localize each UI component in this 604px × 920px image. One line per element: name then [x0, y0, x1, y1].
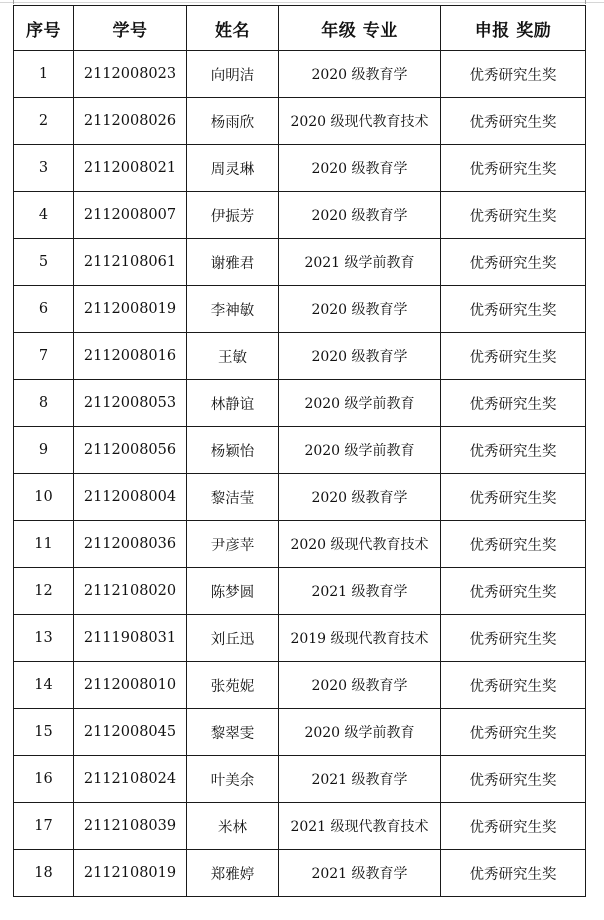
cell-serial-number: 14	[14, 662, 74, 709]
cell-student-id: 2112008016	[74, 333, 187, 380]
cell-student-id: 2111908031	[74, 615, 187, 662]
cell-award: 优秀研究生奖	[441, 521, 586, 568]
cell-name: 王敏	[187, 333, 279, 380]
cell-grade-major: 2020 级现代教育技术	[279, 98, 441, 145]
cell-serial-number: 6	[14, 286, 74, 333]
cell-award: 优秀研究生奖	[441, 709, 586, 756]
cell-name: 刘丘迅	[187, 615, 279, 662]
header-name: 姓名	[187, 6, 279, 51]
cell-grade-major: 2020 级教育学	[279, 474, 441, 521]
header-award: 申报 奖励	[441, 6, 586, 51]
cell-name: 陈梦圆	[187, 568, 279, 615]
cell-award: 优秀研究生奖	[441, 803, 586, 850]
cell-student-id: 2112108020	[74, 568, 187, 615]
cell-award: 优秀研究生奖	[441, 756, 586, 803]
cell-serial-number: 18	[14, 850, 74, 897]
cell-serial-number: 2	[14, 98, 74, 145]
table-row	[14, 568, 586, 615]
cell-name: 张苑妮	[187, 662, 279, 709]
column-marker-left	[13, 0, 14, 4]
cell-student-id: 2112008004	[74, 474, 187, 521]
cell-grade-major: 2021 级学前教育	[279, 239, 441, 286]
cell-serial-number: 10	[14, 474, 74, 521]
cell-serial-number: 17	[14, 803, 74, 850]
cell-student-id: 2112008021	[74, 145, 187, 192]
column-marker-right	[585, 0, 586, 4]
cell-name: 伊振芳	[187, 192, 279, 239]
cell-serial-number: 4	[14, 192, 74, 239]
table-row	[14, 380, 586, 427]
cell-grade-major: 2020 级教育学	[279, 145, 441, 192]
cell-student-id: 2112008019	[74, 286, 187, 333]
cell-grade-major: 2020 级学前教育	[279, 427, 441, 474]
cell-name: 黎翠雯	[187, 709, 279, 756]
cell-student-id: 2112008026	[74, 98, 187, 145]
cell-name: 尹彦苹	[187, 521, 279, 568]
cell-grade-major: 2019 级现代教育技术	[279, 615, 441, 662]
cell-award: 优秀研究生奖	[441, 380, 586, 427]
cell-grade-major: 2020 级教育学	[279, 51, 441, 98]
cell-serial-number: 12	[14, 568, 74, 615]
cell-name: 叶美余	[187, 756, 279, 803]
table-row	[14, 98, 586, 145]
header-serial-number: 序号	[14, 6, 74, 51]
table-row	[14, 333, 586, 380]
cell-award: 优秀研究生奖	[441, 51, 586, 98]
cell-name: 郑雅婷	[187, 850, 279, 897]
cell-name: 谢雅君	[187, 239, 279, 286]
table-row	[14, 51, 586, 98]
cell-award: 优秀研究生奖	[441, 192, 586, 239]
cell-serial-number: 8	[14, 380, 74, 427]
cell-name: 杨颖怡	[187, 427, 279, 474]
cell-award: 优秀研究生奖	[441, 286, 586, 333]
cell-serial-number: 3	[14, 145, 74, 192]
cell-grade-major: 2020 级学前教育	[279, 709, 441, 756]
cell-name: 李神敏	[187, 286, 279, 333]
cell-grade-major: 2020 级学前教育	[279, 380, 441, 427]
cell-grade-major: 2021 级现代教育技术	[279, 803, 441, 850]
cell-grade-major: 2020 级教育学	[279, 286, 441, 333]
table-body	[14, 51, 586, 897]
table-row	[14, 192, 586, 239]
table-row	[14, 756, 586, 803]
header-student-id: 学号	[74, 6, 187, 51]
cell-name: 杨雨欣	[187, 98, 279, 145]
table-row	[14, 427, 586, 474]
cell-name: 林静谊	[187, 380, 279, 427]
cell-award: 优秀研究生奖	[441, 333, 586, 380]
header-row	[14, 6, 586, 51]
cell-serial-number: 9	[14, 427, 74, 474]
table-row	[14, 145, 586, 192]
page-top-rule	[0, 2, 604, 3]
table-row	[14, 239, 586, 286]
cell-name: 周灵琳	[187, 145, 279, 192]
cell-award: 优秀研究生奖	[441, 662, 586, 709]
cell-award: 优秀研究生奖	[441, 474, 586, 521]
cell-student-id: 2112008010	[74, 662, 187, 709]
table-row	[14, 850, 586, 897]
cell-serial-number: 11	[14, 521, 74, 568]
cell-student-id: 2112108024	[74, 756, 187, 803]
cell-name: 向明洁	[187, 51, 279, 98]
cell-serial-number: 13	[14, 615, 74, 662]
cell-serial-number: 5	[14, 239, 74, 286]
cell-name: 黎洁莹	[187, 474, 279, 521]
cell-student-id: 2112108019	[74, 850, 187, 897]
cell-grade-major: 2021 级教育学	[279, 850, 441, 897]
table-row	[14, 709, 586, 756]
cell-student-id: 2112008053	[74, 380, 187, 427]
cell-award: 优秀研究生奖	[441, 239, 586, 286]
header-grade-major: 年级 专业	[279, 6, 441, 51]
cell-award: 优秀研究生奖	[441, 568, 586, 615]
cell-grade-major: 2021 级教育学	[279, 756, 441, 803]
cell-grade-major: 2020 级教育学	[279, 192, 441, 239]
cell-student-id: 2112108061	[74, 239, 187, 286]
table-row	[14, 662, 586, 709]
cell-name: 米林	[187, 803, 279, 850]
cell-award: 优秀研究生奖	[441, 427, 586, 474]
cell-serial-number: 16	[14, 756, 74, 803]
cell-grade-major: 2020 级教育学	[279, 662, 441, 709]
cell-student-id: 2112008036	[74, 521, 187, 568]
cell-student-id: 2112108039	[74, 803, 187, 850]
cell-award: 优秀研究生奖	[441, 850, 586, 897]
cell-grade-major: 2020 级现代教育技术	[279, 521, 441, 568]
cell-student-id: 2112008056	[74, 427, 187, 474]
table-row	[14, 803, 586, 850]
cell-student-id: 2112008045	[74, 709, 187, 756]
cell-grade-major: 2020 级教育学	[279, 333, 441, 380]
cell-serial-number: 7	[14, 333, 74, 380]
cell-award: 优秀研究生奖	[441, 145, 586, 192]
award-nominee-table	[13, 5, 586, 897]
cell-serial-number: 15	[14, 709, 74, 756]
table-row	[14, 615, 586, 662]
cell-grade-major: 2021 级教育学	[279, 568, 441, 615]
table-row	[14, 521, 586, 568]
cell-award: 优秀研究生奖	[441, 615, 586, 662]
cell-student-id: 2112008007	[74, 192, 187, 239]
cell-student-id: 2112008023	[74, 51, 187, 98]
table-row	[14, 286, 586, 333]
table-row	[14, 474, 586, 521]
cell-award: 优秀研究生奖	[441, 98, 586, 145]
cell-serial-number: 1	[14, 51, 74, 98]
